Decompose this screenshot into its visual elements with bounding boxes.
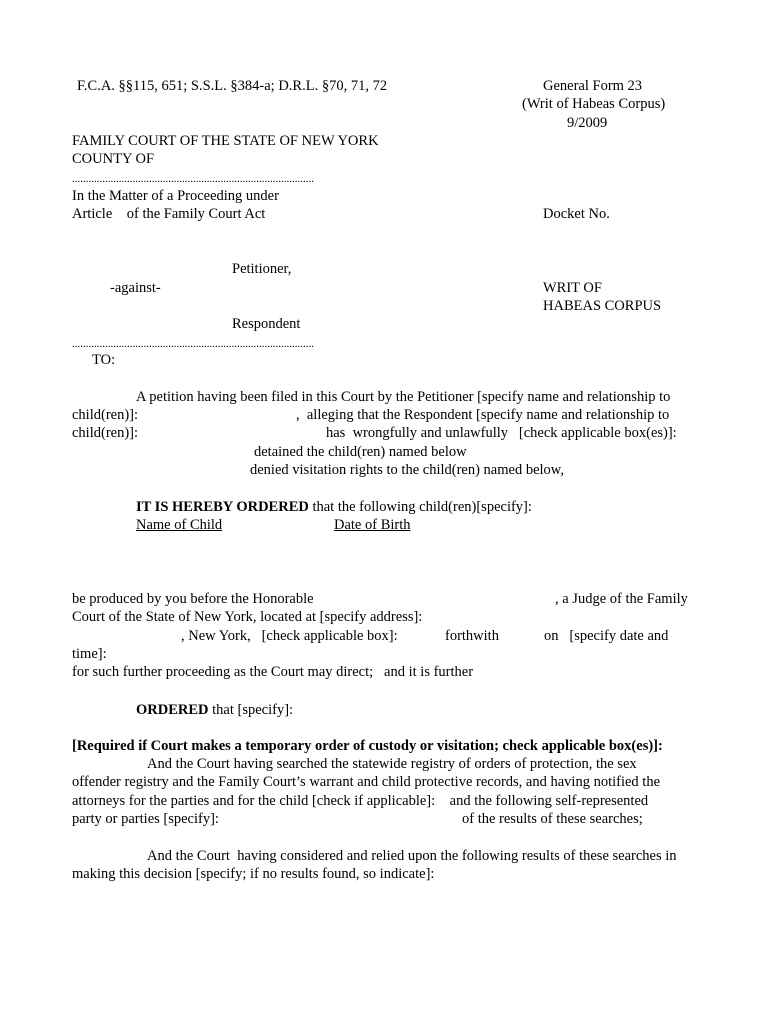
considered-line-2: making this decision [specify; if no results found, so indicate]: xyxy=(72,866,435,882)
ordered-statement xyxy=(136,701,293,719)
search-line-3: attorneys for the parties and for the child [check if applicable]: and the following self-represented xyxy=(72,793,649,809)
produce-line-3a: , New York, [check applicable box]: xyxy=(181,628,398,644)
option-denied-visitation: denied visitation rights to the child(ren) named below, xyxy=(250,462,564,478)
court-name: FAMILY COURT OF THE STATE OF NEW YORK xyxy=(72,133,379,149)
matter-line-2: Article of the Family Court Act xyxy=(72,206,266,222)
produce-line-2: Court of the State of New York, located at [specify address]: xyxy=(72,609,423,625)
search-line-2: offender registry and the Family Court’s warrant and child protective records, and having notified the xyxy=(72,774,661,790)
search-line-1: And the Court having searched the statewide registry of orders of protection, the sex xyxy=(147,756,637,772)
order-rest: that the following child(ren)[specify]: xyxy=(308,499,532,515)
produce-line-1b: , a Judge of the Family xyxy=(555,591,688,607)
against-label: -against- xyxy=(110,280,161,296)
form-name: General Form 23 xyxy=(543,78,643,94)
option-detained: detained the child(ren) named below xyxy=(254,444,467,460)
required-notice: [Required if Court makes a temporary order of custody or visitation; check applicable box(es)]: xyxy=(72,738,663,754)
petition-line-2a: child(ren)]: xyxy=(72,407,139,423)
produce-line-4: time]: xyxy=(72,646,107,662)
form-date: 9/2009 xyxy=(567,115,608,131)
writ-title-line-1: WRIT OF xyxy=(543,280,602,296)
ordered-rest: that [specify]: xyxy=(208,702,294,718)
considered-line-1: And the Court having considered and relied upon the following results of these searches in xyxy=(147,848,677,864)
search-line-4a: party or parties [specify]: xyxy=(72,811,219,827)
search-line-4b: of the results of these searches; xyxy=(462,811,643,827)
ordered-bold: ORDERED xyxy=(136,702,209,718)
respondent-label: Respondent xyxy=(232,316,301,332)
order-statement xyxy=(136,498,532,516)
column-date-of-birth: Date of Birth xyxy=(334,517,411,533)
petitioner-label: Petitioner, xyxy=(232,261,292,277)
statute-citation: F.C.A. §§115, 651; S.S.L. §384-a; D.R.L. §70, 71, 72 xyxy=(77,78,388,94)
docket-number-label: Docket No. xyxy=(543,206,610,222)
petition-line-3a: child(ren)]: xyxy=(72,425,139,441)
to-label: TO: xyxy=(92,352,116,368)
caption-divider-bottom: ........................................................................................ xyxy=(72,338,314,350)
petition-line-3b: has wrongfully and unlawfully [check applicable box(es)]: xyxy=(326,425,677,441)
writ-title-line-2: HABEAS CORPUS xyxy=(543,298,662,314)
option-forthwith: forthwith xyxy=(445,628,499,644)
produce-line-1a: be produced by you before the Honorable xyxy=(72,591,314,607)
produce-line-5: for such further proceeding as the Court may direct; and it is further xyxy=(72,664,474,680)
option-on-date: on [specify date and xyxy=(544,628,669,644)
caption-divider-top: ........................................................................................ xyxy=(72,173,314,185)
order-bold: IT IS HEREBY ORDERED xyxy=(136,499,309,515)
form-subtitle: (Writ of Habeas Corpus) xyxy=(522,96,666,112)
court-county: COUNTY OF xyxy=(72,151,155,167)
matter-line-1: In the Matter of a Proceeding under xyxy=(72,188,279,204)
petition-line-2b: , alleging that the Respondent [specify name and relationship to xyxy=(296,407,670,423)
column-name-of-child: Name of Child xyxy=(136,517,223,533)
petition-line-1: A petition having been filed in this Court by the Petitioner [specify name and relationship to xyxy=(136,389,671,405)
